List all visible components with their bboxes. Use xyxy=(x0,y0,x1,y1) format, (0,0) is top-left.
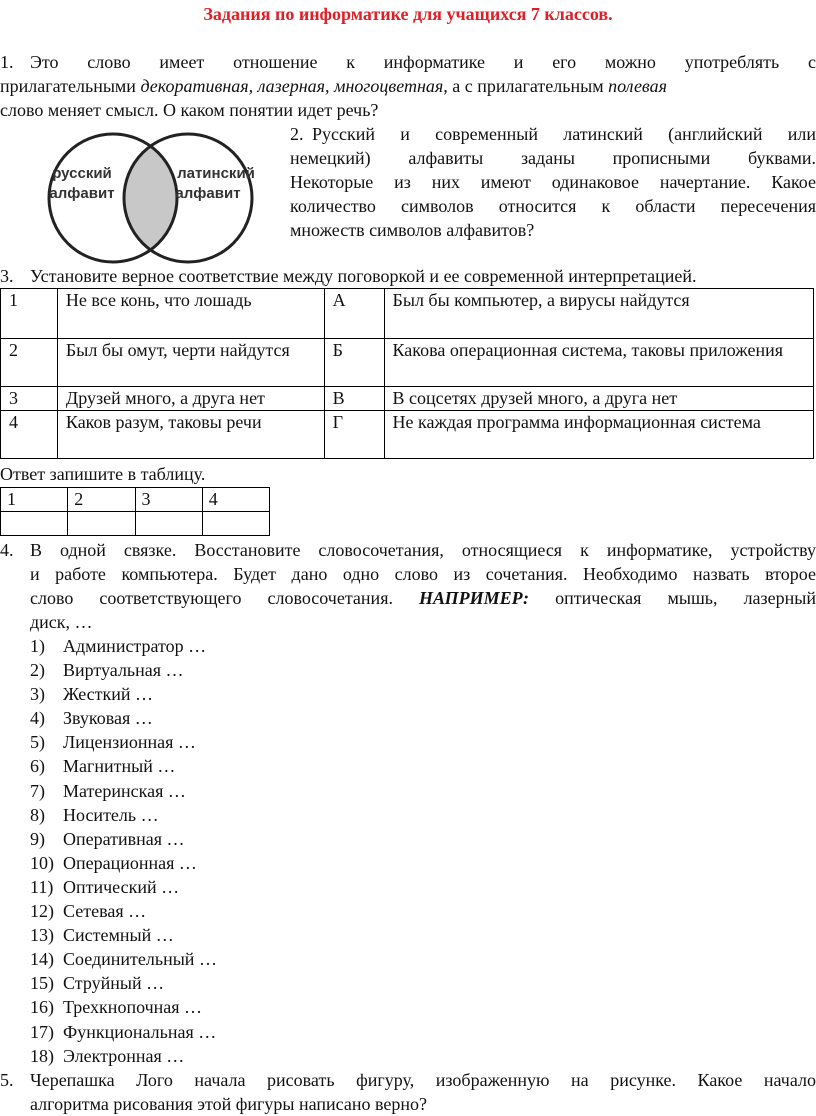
list-item-text: Электронная … xyxy=(63,1045,185,1066)
answer-header: 4 xyxy=(202,488,269,512)
list-item-text: Звуковая … xyxy=(63,708,153,729)
list-item-text: Оптический … xyxy=(63,876,180,897)
answer-table xyxy=(0,487,270,536)
list-item-number: 3) xyxy=(30,684,45,705)
question-2-line-5: множеств символов алфавитов? xyxy=(290,220,535,240)
interpretation: Был бы компьютер, а вирусы найдутся xyxy=(384,289,813,339)
list-item-number: 9) xyxy=(30,828,45,849)
venn-left-label-1: русский xyxy=(52,165,112,182)
question-3-text: Установите верное соответствие между поговоркой и ее современной интерпретацией. xyxy=(30,266,697,286)
list-item-number: 2) xyxy=(30,660,45,681)
question-4-line-4: диск, … xyxy=(30,612,93,632)
matching-table xyxy=(0,288,814,459)
question-1-number: 1. xyxy=(0,52,14,72)
list-item-text: Оперативная … xyxy=(63,828,185,849)
question-1-text: прилагательными xyxy=(0,76,141,96)
answer-header: 1 xyxy=(1,488,68,512)
answer-header: 2 xyxy=(68,488,135,512)
list-item-text: Сетевая … xyxy=(63,901,147,922)
list-item-number: 17) xyxy=(30,1021,54,1042)
list-item-number: 5) xyxy=(30,732,45,753)
question-5-line-2: алгоритма рисования этой фигуры написано верно? xyxy=(30,1094,427,1114)
answer-cell-4[interactable] xyxy=(202,512,269,536)
table-row xyxy=(1,289,814,339)
table-row xyxy=(1,339,814,387)
question-1-line-1: Это слово имеет отношение к информатике и его можно употреблять с xyxy=(30,52,816,72)
question-1-line-3: слово меняет смысл. О каком понятии идет речь? xyxy=(0,100,379,120)
saying: Был бы омут, черти найдутся xyxy=(57,339,324,387)
list-item-number: 14) xyxy=(30,949,54,970)
list-item-number: 10) xyxy=(30,852,54,873)
saying: Не все конь, что лошадь xyxy=(57,289,324,339)
venn-diagram xyxy=(30,128,275,268)
list-item-number: 4) xyxy=(30,708,45,729)
list-item-number: 11) xyxy=(30,876,54,897)
saying: Друзей много, а друга нет xyxy=(57,387,324,411)
interpretation: Какова операционная система, таковы приложения xyxy=(384,339,813,387)
answer-instruction: Ответ запишите в таблицу. xyxy=(0,464,206,484)
interpretation: В соцсетях друзей много, а друга нет xyxy=(384,387,813,411)
list-item-text: Носитель … xyxy=(63,804,159,825)
table-row xyxy=(1,387,814,411)
row-letter: Б xyxy=(324,339,384,387)
list-item-text: Струйный … xyxy=(63,973,165,994)
list-item-text: Трехкнопочная … xyxy=(63,997,203,1018)
example-label: НАПРИМЕР: xyxy=(419,588,530,608)
list-item-number: 15) xyxy=(30,973,54,994)
answer-header: 3 xyxy=(135,488,202,512)
page-title: Задания по информатике для учащихся 7 классов. xyxy=(203,4,613,24)
question-4-line-1: В одной связке. Восстановите словосочетания, относящиеся к информатике, устройству xyxy=(30,540,816,560)
question-3-number: 3. xyxy=(0,266,14,286)
question-4-line-3 xyxy=(30,586,816,610)
list-item-text: Соединительный … xyxy=(63,949,217,970)
list-item-number: 16) xyxy=(30,997,54,1018)
list-item-number: 12) xyxy=(30,901,54,922)
table-row xyxy=(1,411,814,459)
list-item-text: Магнитный … xyxy=(63,756,176,777)
question-4-text: слово соответствующего словосочетания. xyxy=(30,588,420,608)
question-5-line-1: Черепашка Лого начала рисовать фигуру, изображенную на рисунке. Какое начало xyxy=(30,1070,816,1090)
row-letter: Г xyxy=(324,411,384,459)
question-1-adjectives: декоративная, лазерная, многоцветная, xyxy=(140,76,448,96)
list-item-text: Системный … xyxy=(63,925,174,946)
interpretation: Не каждая программа информационная система xyxy=(384,411,813,459)
example-text: оптическая мышь, лазерный xyxy=(529,588,816,608)
row-letter: А xyxy=(324,289,384,339)
saying: Каков разум, таковы речи xyxy=(57,411,324,459)
list-item-text: Администратор … xyxy=(63,636,207,656)
list-item-number: 13) xyxy=(30,925,54,946)
question-2-line-4: количество символов относится к области пересечения xyxy=(290,196,816,216)
answer-header-row xyxy=(1,488,270,512)
list-item-number: 6) xyxy=(30,756,45,777)
row-number: 1 xyxy=(1,289,58,339)
list-item-number: 7) xyxy=(30,780,45,801)
row-number: 2 xyxy=(1,339,58,387)
answer-cell-3[interactable] xyxy=(135,512,202,536)
list-item-number: 18) xyxy=(30,1045,54,1066)
list-item-text: Лицензионная … xyxy=(63,732,196,753)
answer-cell-1[interactable] xyxy=(1,512,68,536)
venn-right-label-2: алфавит xyxy=(175,185,241,202)
row-letter: В xyxy=(324,387,384,411)
row-number: 4 xyxy=(1,411,58,459)
question-4-number: 4. xyxy=(0,540,14,560)
question-4-line-2: и работе компьютера. Будет дано одно слово из сочетания. Необходимо назвать второе xyxy=(30,564,816,584)
question-1-line-2 xyxy=(0,74,816,98)
question-5-number: 5. xyxy=(0,1070,14,1090)
question-2-line-1: Русский и современный латинский (английский или xyxy=(312,124,816,144)
list-item-number: 1) xyxy=(30,636,45,656)
list-item-text: Операционная … xyxy=(63,852,197,873)
question-2-line-2: немецкий) алфавиты заданы прописными буквами. xyxy=(290,148,816,168)
question-1-text-2: а с прилагательным xyxy=(447,76,609,96)
venn-right-label-1: латинский xyxy=(177,165,255,182)
list-item-text: Функциональная … xyxy=(63,1021,217,1042)
list-item-number: 8) xyxy=(30,804,45,825)
question-2-line-3: Некоторые из них имеют одинаковое начертание. Какое xyxy=(290,172,816,192)
list-item-text: Материнская … xyxy=(63,780,186,801)
row-number: 3 xyxy=(1,387,58,411)
question-2-number: 2. xyxy=(290,124,304,144)
answer-input-row xyxy=(1,512,270,536)
list-item-text: Жесткий … xyxy=(63,684,154,705)
question-1-adjective-field: полевая xyxy=(608,76,667,96)
answer-cell-2[interactable] xyxy=(68,512,135,536)
list-item-text: Виртуальная … xyxy=(63,660,184,681)
venn-left-label-2: алфавит xyxy=(49,185,115,202)
